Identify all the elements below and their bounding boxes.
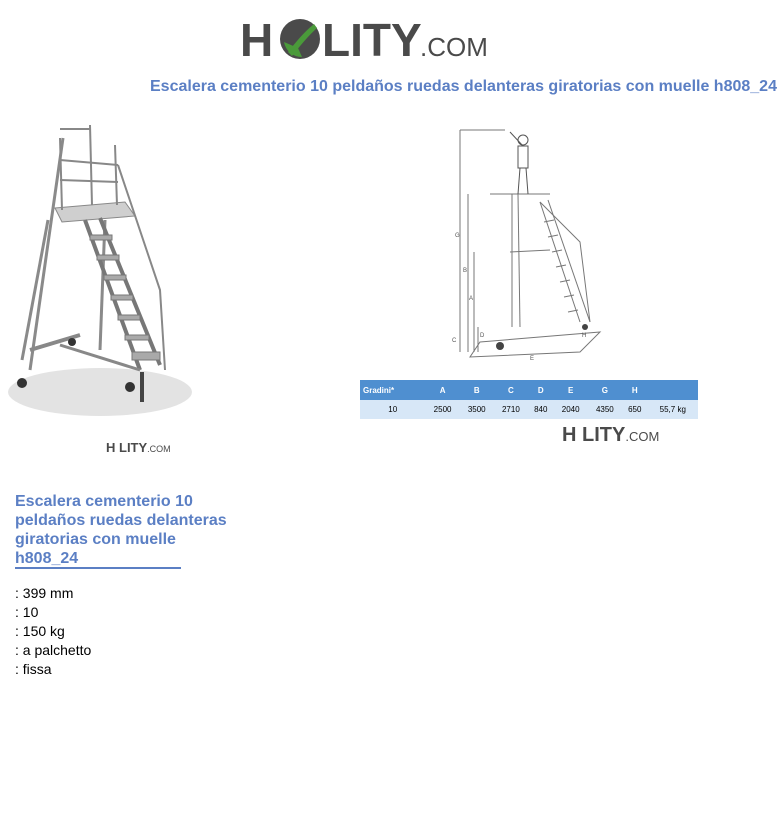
title-underline (15, 567, 181, 569)
site-logo[interactable] (240, 12, 488, 66)
diagram-logo: H LITY.COM (562, 424, 660, 446)
spec-item: : a palchetto (15, 642, 92, 658)
table-header-cell: A (426, 380, 460, 400)
table-header-cell: H (622, 380, 648, 400)
dim-label-d: D (480, 333, 485, 339)
product-photo (0, 120, 200, 420)
table-header-row (360, 380, 698, 400)
dim-label-h: H (582, 333, 587, 339)
table-header-cell: E (554, 380, 588, 400)
product-title[interactable]: Escalera cementerio 10 peldaños ruedas delanteras giratorias con muelle h808_24 (15, 493, 227, 567)
holity-logo-icon (240, 12, 488, 66)
table-cell: 650 (622, 400, 648, 419)
table-header-cell: G (588, 380, 622, 400)
table-row (360, 400, 698, 419)
dim-label-b: B (463, 268, 468, 274)
spec-item: : 10 (15, 604, 39, 620)
table-cell: 10 (360, 400, 426, 419)
table-cell: 3500 (460, 400, 494, 419)
table-cell: 840 (528, 400, 554, 419)
spec-list (15, 584, 91, 679)
table-cell: 55,7 kg (648, 400, 698, 419)
table-header-cell: B (460, 380, 494, 400)
svg-text:H: H (240, 14, 274, 66)
svg-text:.COM: .COM (420, 32, 488, 62)
technical-diagram (430, 122, 620, 367)
table-cell: 4350 (588, 400, 622, 419)
dim-label-e: E (530, 356, 535, 362)
photo-logo: H LITY.COM (106, 440, 171, 455)
svg-text:LITY: LITY (322, 14, 422, 66)
table-cell: 2500 (426, 400, 460, 419)
table-header-cell (648, 380, 698, 400)
page-headline: Escalera cementerio 10 peldaños ruedas delanteras giratorias con muelle h808_24 (150, 78, 777, 95)
table-header-cell: C (494, 380, 528, 400)
spec-item: : fissa (15, 661, 52, 677)
table-cell: 2710 (494, 400, 528, 419)
table-header-cell: D (528, 380, 554, 400)
spec-item: : 150 kg (15, 623, 65, 639)
table-header-cell: Gradini* (360, 380, 426, 400)
dimensions-table (360, 380, 698, 419)
dim-label-c: C (452, 338, 457, 344)
dim-label-g: G (455, 233, 460, 239)
table-cell: 2040 (554, 400, 588, 419)
dim-label-a: A (469, 296, 474, 302)
spec-item: : 399 mm (15, 585, 74, 601)
